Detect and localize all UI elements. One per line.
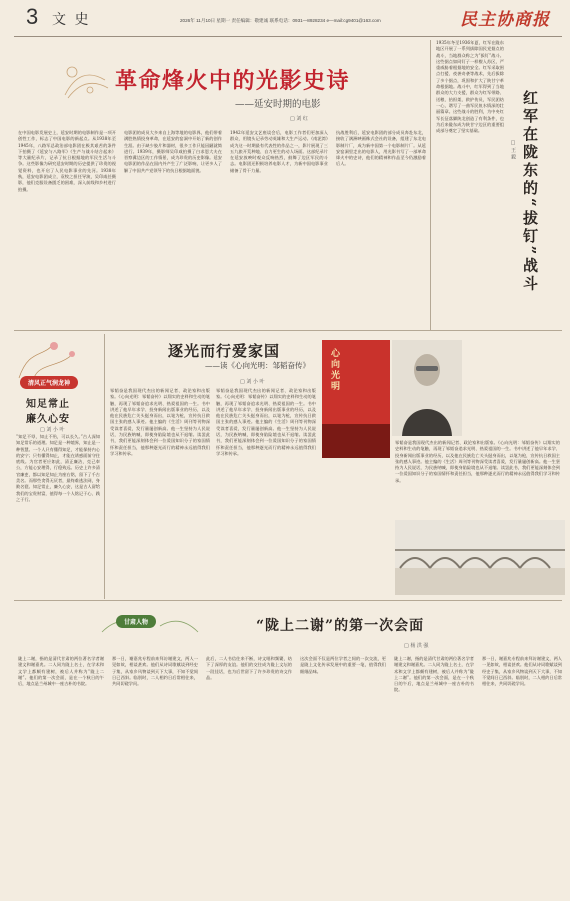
article3-col-2: 那一日，谢嘉兆专程前来拜访谢建文，两人一见如故，相谈甚欢。他们从诗词歌赋谈到经史子集，从家乡风物谈到天下大事，不知不觉间日已西斜。临别时，二人相约日后常相往来，共同切磋学问。: [112, 656, 198, 687]
article3-col-6: 那一日，谢嘉兆专程前来拜访谢建文，两人一见如故，相谈甚欢。他们从诗词歌赋谈到经史子集，从家乡风物谈到天下大事，不知不觉间日已西斜。临别时，二人相约日后常相往来，共同切磋学问。: [482, 656, 562, 687]
article3-col-4: 这次会面不仅是两位学者之间的一次交流，更是陇上文化传承发展中的重要一笔，值得我们细细品味。: [300, 656, 386, 674]
article1-byline: □ 刘 红: [290, 116, 308, 122]
bridge-image: [395, 520, 565, 595]
article2-col-2: 邹韬奋是我国现代杰出的新闻记者、政论家和出版家。《心向光明：邹韬奋传》以翔实的史料和生动的笔触，再现了邹韬奋追求光明、热爱祖国的一生。书中讲述了他早年求学、投身新闻出版事业的经历，以及他在民族危亡关头挺身而出，以笔为枪，宣传抗日救国主张的感人事迹。他主编的《生活》周刊等刊物深受读者喜爱，发行量屡创新高。他一生坚持为人民说话，为民族呐喊，即使身陷险境也从不退缩。读罢此书，我们更能深刻体会到一位爱国知识分子的家国情怀和责任担当，他那种逐光而行的精神永远值得我们学习和传承。: [216, 388, 316, 456]
divider-right: [430, 40, 431, 330]
section-number: 3: [26, 4, 39, 29]
article2-byline: □ 刘 小 叶: [240, 379, 265, 385]
sidebar-flower: [14, 338, 84, 380]
sidebar-byline: □ 刘 小 叶: [40, 427, 65, 433]
book-cover: [322, 340, 390, 458]
page-header: [0, 0, 570, 38]
article3-col-3: 此后，二人书信往来不断，诗文唱和频繁，结下了深厚的友谊。他们的交往成为陇上文坛的一段佳话，也为后世留下了许多珍贵的诗文作品。: [206, 656, 292, 680]
sidebar-ribbon: 清风正气润龙神: [20, 376, 78, 389]
section-name: 文 史: [52, 12, 91, 28]
article3-col-1: 陇上二谢，指的是清代甘肃的两位著名学者谢建文和谢嘉兆。二人同为陇上名士，在学术和文学上都颇有建树，被后人并称为“陇上二谢”。他们的第一次会面，是在一个秋日的午后，地点是兰州城中一座古朴的书院。: [18, 656, 104, 687]
article3-col-5: 陇上二谢，指的是清代甘肃的两位著名学者谢建文和谢嘉兆。二人同为陇上名士，在学术和文学上都颇有建树，被后人并称为“陇上二谢”。他们的第一次会面，是在一个秋日的午后，地点是兰州城中一座古朴的书院。: [394, 656, 474, 693]
masthead: 民主协商报: [460, 10, 550, 30]
header-info: 2026年 11月10日 星期一 责任编辑：敬建诚 联系电话：0931—8928234 e—mail:cg9401@163.com: [180, 18, 381, 23]
article2-col-1: 邹韬奋是我国现代杰出的新闻记者、政论家和出版家。《心向光明：邹韬奋传》以翔实的史料和生动的笔触，再现了邹韬奋追求光明、热爱祖国的一生。书中讲述了他早年求学、投身新闻出版事业的经历，以及他在民族危亡关头挺身而出，以笔为枪，宣传抗日救国主张的感人事迹。他主编的《生活》周刊等刊物深受读者喜爱，发行量屡创新高。他一生坚持为人民说话，为民族呐喊，即使身陷险境也从不退缩。读罢此书，我们更能深刻体会到一位爱国知识分子的家国情怀和责任担当，他那种逐光而行的精神永远值得我们学习和传承。: [110, 388, 210, 456]
divider-bottom: [14, 600, 562, 601]
article3-byline: □ 杨 洪 强: [404, 643, 429, 649]
divider-left: [104, 334, 105, 599]
article1-col-1: 在中国电影发展史上，延安时期的电影制作是一项开创性工作，标志了中国电影的新起点。从1938年至1945年，八路军总政治部电影团在极其艰苦的条件下拍摄了《延安与八路军》《生产与战斗结合起来》等大量纪录片，记录了抗日根据地的军民生活与斗争。这些影像为研究延安时期的历史提供了珍贵的视觉资料，也开启了人民电影事业的先河。1938年秋，延安电影团成立，袁牧之担任导演，吴印咸任摄影，他们克服设备匮乏的困难，深入前线和乡村进行拍摄。: [18, 130, 116, 192]
side-article-title: 红军在陇东的“拔钉”战斗: [521, 90, 539, 294]
header-rule: [14, 36, 562, 37]
article2-title: 逐光而行爱家国: [168, 342, 281, 360]
article1-col-2: 电影团的成员大多来自上海等地的电影界，他们带着满腔热情投身革命，在延安的窑洞中开始了新的创作生涯。由于缺少胶片和器材，很多工作只能因陋就简进行。1939年，摄影师吴印咸拍摄了白求恩大夫在晋察冀边区的工作情景，成为珍贵的历史影像。延安电影团的作品在国内外产生了广泛影响，让更多人了解了中国共产党领导下的抗日根据地面貌。: [124, 130, 222, 173]
banner-decor-left: [60, 60, 110, 102]
sidebar-title-2: 廉久心安: [26, 414, 70, 425]
portrait-photo: [392, 340, 462, 436]
article1-col-3: 1942年延安文艺座谈会后，电影工作者们更加深入群众，用镜头记录劳动英雄和大生产运动。《南泥湾》成为这一时期最有代表性的作品之一，影片展现了三五九旅开荒种地、自力更生的动人场面。这部纪录片在延安放映时观众反响热烈，鼓舞了边区军民的斗志。电影团还积极培养电影人才，为新中国电影事业储备了骨干力量。: [230, 130, 328, 173]
sidebar-text: “知足不辱，知止不殆，可以长久。”古人深知知足常乐的道理。知足是一种境界，知止是一种智慧。一个人只有懂得知足，才能保持内心的安宁；只有懂得知止，才能在诱惑面前守住底线。为官者更应如此，清正廉洁，克己奉公，方能心安理得，行稳致远。历史上许多清官廉吏，都以知足知止为座右铭，留下了千古美名。而那些贪得无厌者，最终难逃法网，身败名裂。知足常止，廉久心安，这是古人留给我们的宝贵财富，值得每一个人铭记于心、践之于行。: [16, 434, 100, 502]
side-article-byline: □ 王 毅: [510, 140, 516, 160]
article2-subtitle: ——读《心向光明：邹韬奋传》: [205, 361, 310, 370]
divider-mid: [14, 330, 562, 331]
article3-ribbon: 甘肃人物: [116, 615, 156, 628]
sidebar-title-1: 知足常止: [26, 399, 70, 410]
article1-subtitle: ——延安时期的电影: [235, 99, 321, 110]
article1-title: 革命烽火中的光影史诗: [115, 68, 351, 94]
book-title: 心向光明: [329, 348, 339, 392]
article1-col-4: 抗战胜利后，延安电影团的部分成员奔赴东北，接收了满洲映画株式会社的设备，组建了东北电影制片厂，成为新中国第一个电影制片厂。从延安窑洞里走出的电影人，用光影书写了一部革命烽火中的史诗，他们的精神和作品至今仍激励着后人。: [336, 130, 426, 167]
side-article-text: 1935年冬至1936年夏，红军在陇东地区开展了一系列拔除国民党据点的战斗，当地群众称之为“拔钉”战斗。这些据点如同钉子一样楔入苏区，严重威胁着根据地的安全。红军采取围点打援、夜袭奇袭等战术，先后拔除了多个据点，巩固和扩大了陕甘宁革命根据地。战斗中，红军得到了当地群众的大力支援，群众为红军带路、送粮、抬担架、救护伤员，军民团结一心，谱写了一曲军民鱼水情深的壮丽篇章。这些战斗的胜利，为中央红军长征落脚陕北创造了有利条件，也为后来陇东成为陕甘宁边区的重要组成部分奠定了坚实基础。: [436, 40, 504, 134]
article3-title: “陇上二谢”的第一次会面: [256, 618, 425, 634]
article2-col-3: 邹韬奋是我国现代杰出的新闻记者、政论家和出版家。《心向光明：邹韬奋传》以翔实的史料和生动的笔触，再现了邹韬奋追求光明、热爱祖国的一生。书中讲述了他早年求学、投身新闻出版事业的经历，以及他在民族危亡关头挺身而出，以笔为枪，宣传抗日救国主张的感人事迹。他主编的《生活》周刊等刊物深受读者喜爱，发行量屡创新高。他一生坚持为人民说话，为民族呐喊，即使身陷险境也从不退缩。读罢此书，我们更能深刻体会到一位爱国知识分子的家国情怀和责任担当，他那种逐光而行的精神永远值得我们学习和传承。: [395, 440, 560, 483]
